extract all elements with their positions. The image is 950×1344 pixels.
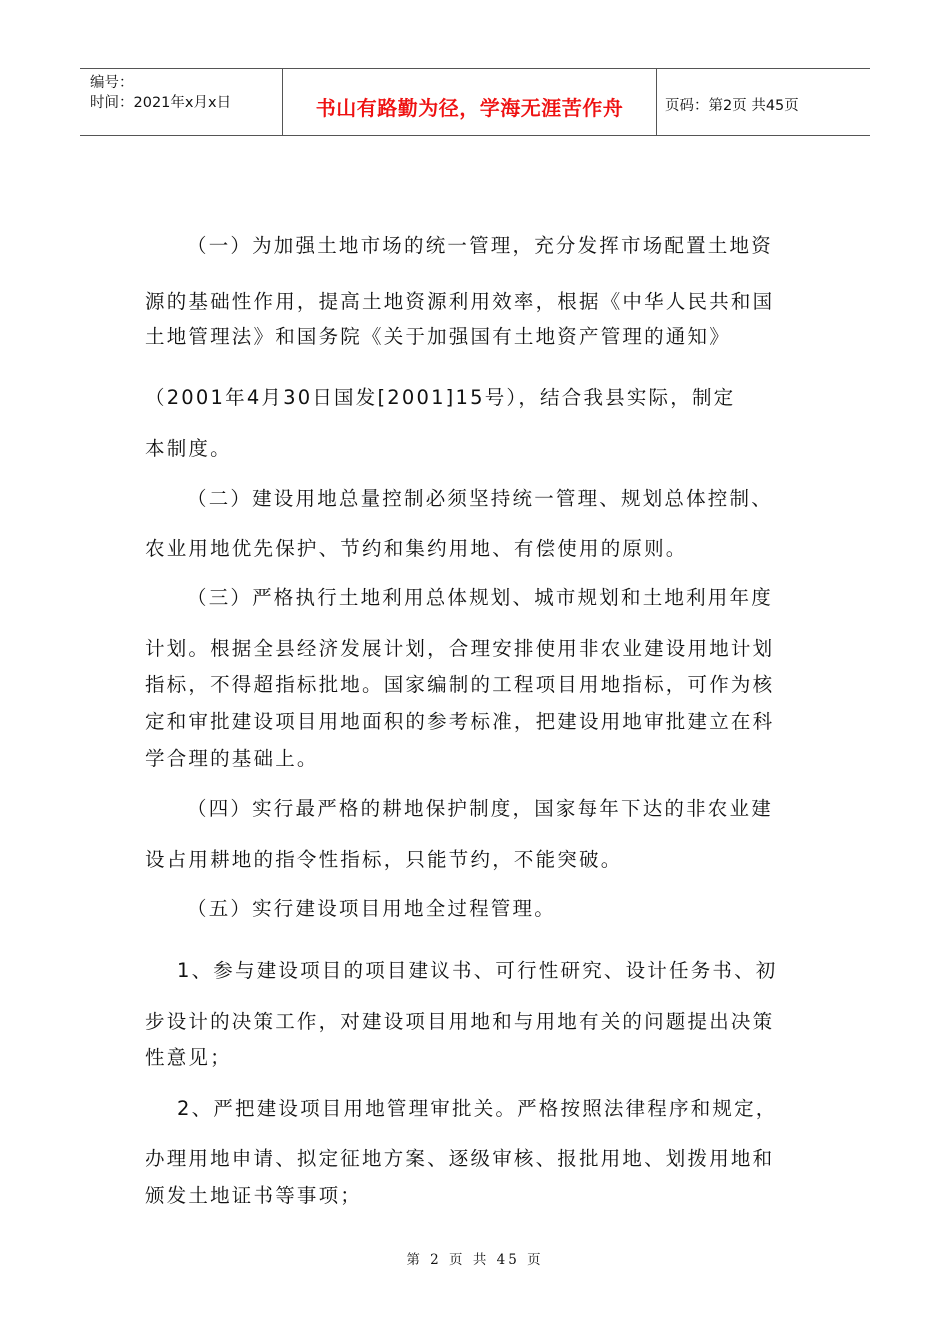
body-line: 源的基础性作用，提高土地资源利用效率，根据《中华人民共和国 bbox=[145, 290, 775, 313]
body-line: 学合理的基础上。 bbox=[145, 747, 319, 770]
body-line: 指标，不得超指标批地。国家编制的工程项目用地指标，可作为核 bbox=[145, 673, 775, 696]
doc-number-label: 编号： bbox=[90, 75, 134, 91]
body-line: 1、参与建设项目的项目建议书、可行性研究、设计任务书、初 bbox=[177, 959, 778, 982]
page-code: 页码：第2页 共45页 bbox=[665, 98, 799, 114]
body-line: （一）为加强土地市场的统一管理，充分发挥市场配置土地资 bbox=[187, 234, 773, 257]
header-info-cell bbox=[80, 69, 283, 135]
doc-date-label: 时间：2021年x月x日 bbox=[90, 95, 232, 111]
document-header bbox=[80, 68, 870, 136]
body-line: 定和审批建设项目用地面积的参考标准，把建设用地审批建立在科 bbox=[145, 710, 775, 733]
body-line: （二）建设用地总量控制必须坚持统一管理、规划总体控制、 bbox=[187, 487, 773, 510]
body-line: 设占用耕地的指令性指标，只能节约，不能突破。 bbox=[145, 848, 623, 871]
motto-text: 书山有路勤为径，学海无涯苦作舟 bbox=[315, 96, 624, 120]
body-line: （五）实行建设项目用地全过程管理。 bbox=[187, 897, 556, 920]
body-line: 本制度。 bbox=[145, 437, 232, 460]
body-line: （四）实行最严格的耕地保护制度，国家每年下达的非农业建 bbox=[187, 797, 773, 820]
body-line: （2001年4月30日国发[2001]15号），结合我县实际，制定 bbox=[145, 386, 736, 409]
body-line: 步设计的决策工作，对建设项目用地和与用地有关的问题提出决策 bbox=[145, 1010, 775, 1033]
body-line: 办理用地申请、拟定征地方案、逐级审核、报批用地、划拨用地和 bbox=[145, 1147, 775, 1170]
body-line: 2、严把建设项目用地管理审批关。严格按照法律程序和规定， bbox=[177, 1097, 778, 1120]
body-line: 土地管理法》和国务院《关于加强国有土地资产管理的通知》 bbox=[145, 325, 731, 348]
header-page-cell bbox=[657, 69, 870, 135]
body-line: （三）严格执行土地利用总体规划、城市规划和土地利用年度 bbox=[187, 586, 773, 609]
body-line: 农业用地优先保护、节约和集约用地、有偿使用的原则。 bbox=[145, 537, 688, 560]
body-line: 计划。根据全县经济发展计划，合理安排使用非农业建设用地计划 bbox=[145, 637, 775, 660]
body-line: 颁发土地证书等事项； bbox=[145, 1184, 363, 1207]
page-footer: 第 2 页 共 45 页 bbox=[406, 1252, 544, 1268]
body-line: 性意见； bbox=[145, 1046, 232, 1069]
header-motto-cell bbox=[283, 69, 657, 135]
